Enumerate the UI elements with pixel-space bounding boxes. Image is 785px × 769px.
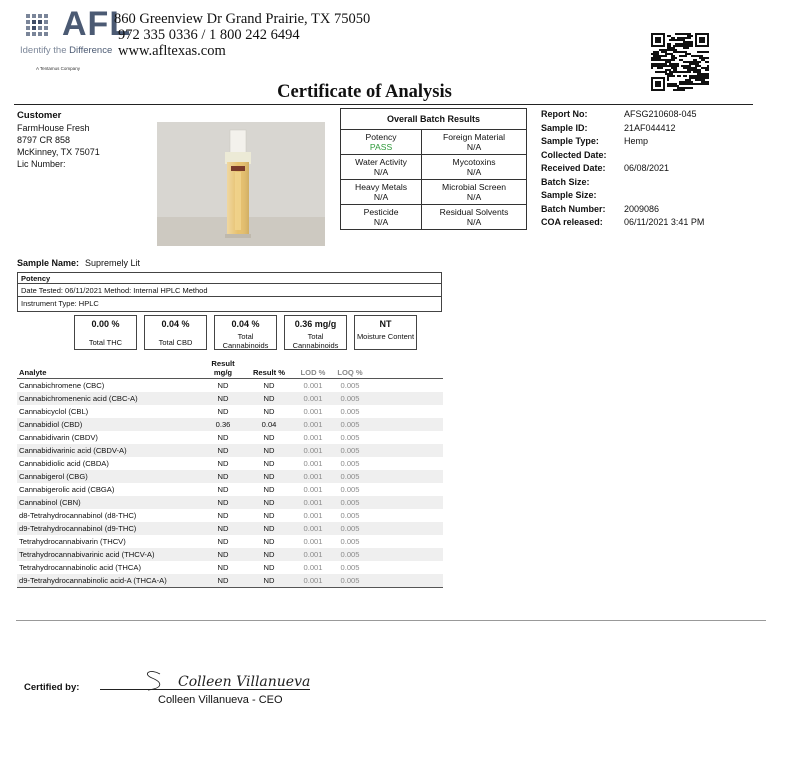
loq-value: 0.005 [340,459,360,468]
loq-value: 0.005 [333,522,367,535]
batch-cell-mycotoxins: Mycotoxins N/A [422,155,527,180]
header-divider [14,104,753,105]
page-title: Certificate of Analysis [277,82,452,102]
result-pct: ND [245,522,293,535]
lab-address-block [114,11,370,59]
batch-row [341,130,527,155]
customer-license: Lic Number: [17,159,66,169]
summary-total-cannabinoids-mg: 0.36 mg/g Total Cannabinoids [284,315,347,350]
lab-address: 860 Greenview Dr Grand Prairie, TX 75050 [114,11,371,27]
analyte-name: Cannabinol (CBN) [17,496,201,509]
potency-info-box [17,272,442,312]
customer-street: 8797 CR 858 [17,135,71,145]
analyte-name: d9-Tetrahydrocannabinol (d9-THC) [17,522,201,535]
result-pct: ND [245,496,293,509]
result-pct: ND [263,459,275,468]
analyte-name: d9-Tetrahydrocannabinolic acid-A (THCA-A) [17,574,201,588]
customer-city: McKinney, TX 75071 [17,147,100,157]
analyte-name: Tetrahydrocannabivarinic acid (THCV-A) [17,548,201,561]
analyte-name: d8-Tetrahydrocannabinol (d8-THC) [19,511,137,520]
signature-line [100,689,310,690]
col-analyte: Analyte [17,360,201,379]
report-row: Sample Type: Hemp [541,136,649,146]
batch-row [341,155,527,180]
analyte-name: Cannabigerolic acid (CBGA) [19,485,115,494]
result-mg: ND [217,485,229,494]
result-pct: ND [263,407,275,416]
product-photo [157,122,325,246]
loq-value: 0.005 [340,381,360,390]
result-mg: ND [217,407,229,416]
lod-value: 0.001 [303,563,323,572]
loq-value: 0.005 [333,444,367,457]
result-mg: 0.36 [201,418,245,431]
result-pct: ND [245,470,293,483]
batch-results-heading: Overall Batch Results [341,109,527,130]
report-row: Batch Number: 2009086 [541,203,660,214]
report-row: COA released: 06/11/2021 3:41 PM [541,217,705,227]
result-mg: ND [217,511,229,520]
loq-value: 0.005 [340,563,360,572]
result-mg: ND [217,563,229,572]
batch-cell-foreign-material: Foreign Material N/A [422,130,527,155]
col-lod: LOD % [293,360,333,379]
report-row: Received Date: 06/08/2021 [541,163,670,173]
table-row [17,496,443,509]
result-pct: ND [263,433,275,442]
potency-instrument: Instrument Type: HPLC [21,299,99,308]
batch-row [341,180,527,205]
table-row [17,392,443,405]
overall-batch-results [340,108,527,230]
loq-value: 0.005 [333,496,367,509]
result-mg: ND [217,459,229,468]
lod-value: 0.001 [293,392,333,405]
potency-status: PASS [369,142,393,152]
lab-phone: 972 335 0336 / 1 800 242 6494 [118,27,300,43]
analyte-name: Cannabidiolic acid (CBDA) [19,459,109,468]
loq-value: 0.005 [340,511,360,520]
report-row: Sample Size: [541,190,597,200]
analyte-name: Cannabidivarinic acid (CBDV-A) [17,444,201,457]
lab-website[interactable]: www.afltexas.com [118,43,226,59]
customer-heading: Customer [17,110,62,121]
result-mg: ND [201,496,245,509]
loq-value: 0.005 [333,392,367,405]
table-row [17,574,443,588]
report-row: Batch Size: [541,176,590,187]
footer-divider [16,620,766,621]
lod-value: 0.001 [293,574,333,588]
analyte-name: Cannabichromenenic acid (CBC-A) [17,392,201,405]
result-pct: ND [263,563,275,572]
loq-value: 0.005 [340,407,360,416]
signer-name: Colleen Villanueva - CEO [158,694,283,706]
result-pct: ND [263,485,275,494]
result-pct: ND [263,511,275,520]
result-mg: ND [217,381,229,390]
lod-value: 0.001 [303,381,323,390]
result-mg: ND [217,433,229,442]
batch-cell-pesticide: Pesticide N/A [341,205,422,230]
result-pct: ND [245,392,293,405]
table-row [17,457,443,470]
table-row [17,405,443,418]
afl-logo-dots-icon [26,14,58,36]
parent-company: A Tentamus Company [36,66,80,71]
analyte-name: Cannabicyclol (CBL) [19,407,89,416]
batch-cell-microbial-screen: Microbial Screen N/A [422,180,527,205]
lod-value: 0.001 [303,485,323,494]
lod-value: 0.001 [303,407,323,416]
summary-total-cannabinoids-pct: 0.04 % Total Cannabinoids [214,315,277,350]
result-mg: ND [201,548,245,561]
loq-value: 0.005 [333,574,367,588]
analyte-table [17,360,443,588]
analyte-name: Cannabidivarin (CBDV) [19,433,98,442]
table-row [17,470,443,483]
result-mg: ND [217,537,229,546]
loq-value: 0.005 [340,485,360,494]
table-row [17,522,443,535]
analyte-name: Cannabichromene (CBC) [19,381,105,390]
analyte-name: Tetrahydrocannabinolic acid (THCA) [19,563,141,572]
lod-value: 0.001 [303,433,323,442]
table-row [17,561,443,574]
lod-value: 0.001 [293,548,333,561]
lod-value: 0.001 [303,459,323,468]
analyte-name: Tetrahydrocannabivarin (THCV) [19,537,126,546]
loq-value: 0.005 [340,537,360,546]
summary-total-cbd: 0.04 % Total CBD [144,315,207,350]
summary-moisture: NT Moisture Content [354,315,417,350]
result-pct: ND [263,381,275,390]
signature-text: Colleen Villanueva [178,674,311,690]
potency-date-method: Date Tested: 06/11/2021 Method: Internal HPLC Method [18,285,441,297]
analyte-header-row [17,360,443,379]
col-result-pct: Result % [245,360,293,379]
result-mg: ND [201,522,245,535]
batch-cell-residual-solvents: Residual Solvents N/A [422,205,527,230]
lod-value: 0.001 [303,511,323,520]
result-mg: ND [201,470,245,483]
loq-value: 0.005 [333,418,367,431]
lod-value: 0.001 [293,522,333,535]
batch-cell-heavy-metals: Heavy Metals N/A [341,180,422,205]
afl-logo: AFL [62,5,132,43]
result-pct: ND [245,548,293,561]
certified-by-label: Certified by: [24,682,80,693]
sample-name: Sample Name: Supremely Lit [17,258,141,268]
result-pct: ND [263,537,275,546]
table-row [17,548,443,561]
loq-value: 0.005 [333,470,367,483]
lod-value: 0.001 [293,496,333,509]
customer-block [17,110,100,170]
table-row [17,379,443,393]
report-info [541,109,704,231]
col-loq: LOQ % [333,360,367,379]
report-row: Report No: AFSG210608-045 [541,109,697,119]
result-mg: ND [201,392,245,405]
col-result-mg: Result mg/g [201,360,245,379]
result-mg: ND [201,444,245,457]
result-pct: ND [245,574,293,588]
report-row: Sample ID: 21AF044412 [541,122,676,133]
loq-value: 0.005 [340,433,360,442]
table-row [17,483,443,496]
result-mg: ND [201,574,245,588]
analyte-rows [17,379,443,588]
batch-cell-water-activity: Water Activity N/A [341,155,422,180]
customer-name: FarmHouse Fresh [17,123,90,133]
table-row [17,444,443,457]
batch-row [341,205,527,230]
report-row: Collected Date: [541,149,607,160]
loq-value: 0.005 [333,548,367,561]
lod-value: 0.001 [293,470,333,483]
logo-tagline: Identify the Difference [20,45,113,56]
batch-cell-potency: Potency PASS [341,130,422,155]
result-pct: 0.04 [245,418,293,431]
table-row [17,509,443,522]
analyte-name: Cannabidiol (CBD) [17,418,201,431]
lod-value: 0.001 [303,537,323,546]
lod-value: 0.001 [293,444,333,457]
table-row [17,418,443,431]
table-row [17,535,443,548]
table-row [17,431,443,444]
result-pct: ND [245,444,293,457]
summary-total-thc: 0.00 % Total THC [74,315,137,350]
analyte-name: Cannabigerol (CBG) [17,470,201,483]
potency-heading: Potency [18,273,441,284]
lod-value: 0.001 [293,418,333,431]
